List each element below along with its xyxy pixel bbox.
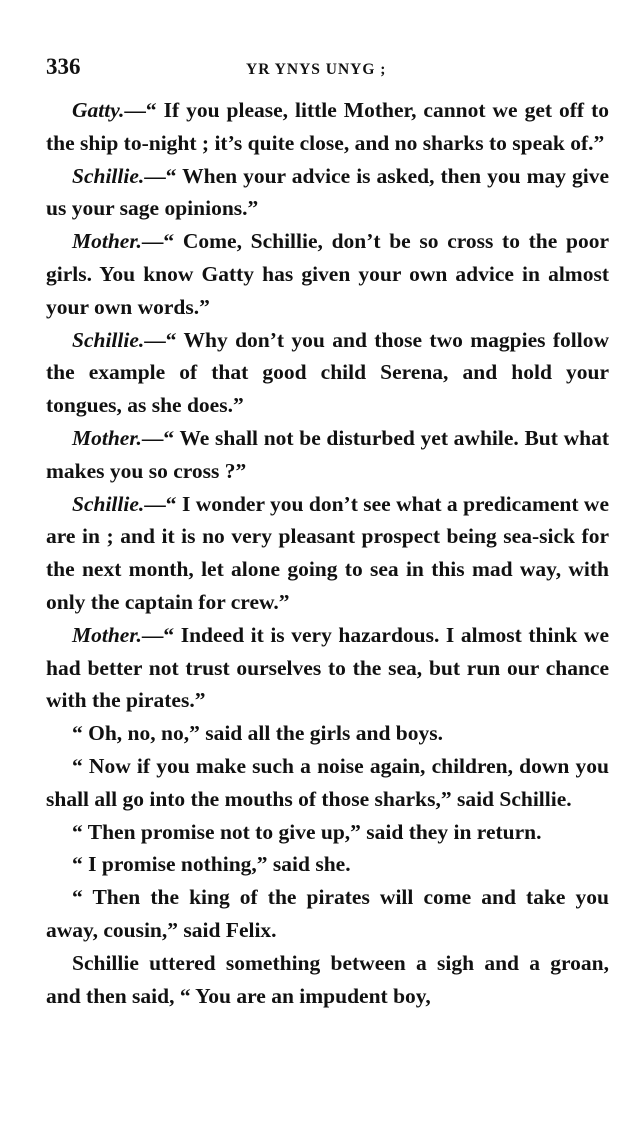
paragraph-text: —“ When your advice is asked, then you may give us your sage opinions.” xyxy=(46,163,609,221)
running-head: YR YNYS UNYG ; xyxy=(246,61,387,78)
paragraph-text: “ Oh, no, no,” said all the girls and boys. xyxy=(72,721,443,746)
speaker-name: Mother. xyxy=(72,622,142,647)
paragraph xyxy=(46,422,609,488)
paragraph-text: —“ Come, Schillie, don’t be so cross to the poor girls. You know Gatty has given your own advice in almost your own words.” xyxy=(46,229,609,319)
paragraph xyxy=(46,225,609,323)
speaker-name: Mother. xyxy=(72,425,142,450)
paragraph xyxy=(46,324,609,422)
page-body xyxy=(46,94,609,1012)
speaker-name: Mother. xyxy=(72,229,142,254)
paragraph-text: “ I promise nothing,” said she. xyxy=(72,852,351,877)
paragraph-text: —“ I wonder you don’t see what a predicament we are in ; and it is no very pleasant prospect being sea-sick for the next month, let alone going to sea in this mad way, with only the captain for crew.” xyxy=(46,491,609,614)
paragraph-text: “ Then the king of the pirates will come and take you away, cousin,” said Felix. xyxy=(46,885,609,942)
page-number: 336 xyxy=(46,54,81,79)
paragraph xyxy=(46,717,609,750)
speaker-name: Schillie. xyxy=(72,327,145,352)
paragraph-text: “ Then promise not to give up,” said they in return. xyxy=(72,819,542,844)
paragraph xyxy=(46,94,609,160)
paragraph xyxy=(46,816,609,849)
paragraph-text: —“ If you please, little Mother, cannot we get off to the ship to-night ; it’s quite close, and no sharks to speak of.” xyxy=(46,98,609,155)
paragraph xyxy=(46,881,609,947)
paragraph xyxy=(46,750,609,816)
speaker-name: Schillie. xyxy=(72,163,145,188)
paragraph xyxy=(46,947,609,1013)
page-header xyxy=(46,54,609,94)
paragraph-text: “ Now if you make such a noise again, children, down you shall all go into the mouths of those sharks,” said Schillie. xyxy=(46,753,609,811)
paragraph-text: —“ We shall not be disturbed yet awhile. But what makes you so cross ?” xyxy=(46,425,609,483)
paragraph xyxy=(46,848,609,881)
paragraph xyxy=(46,619,609,717)
paragraph-text: —“ Indeed it is very hazardous. I almost think we had better not trust ourselves to the sea, but run our chance with the pirates.” xyxy=(46,622,609,713)
paragraph-text: Schillie uttered something between a sigh and a groan, and then said, “ You are an impudent boy, xyxy=(46,950,609,1008)
speaker-name: Schillie. xyxy=(72,491,145,516)
paragraph xyxy=(46,160,609,226)
paragraph-text: —“ Why don’t you and those two magpies follow the example of that good child Serena, and hold your tongues, as she does.” xyxy=(46,327,609,418)
paragraph xyxy=(46,488,609,619)
speaker-name: Gatty. xyxy=(72,98,125,122)
